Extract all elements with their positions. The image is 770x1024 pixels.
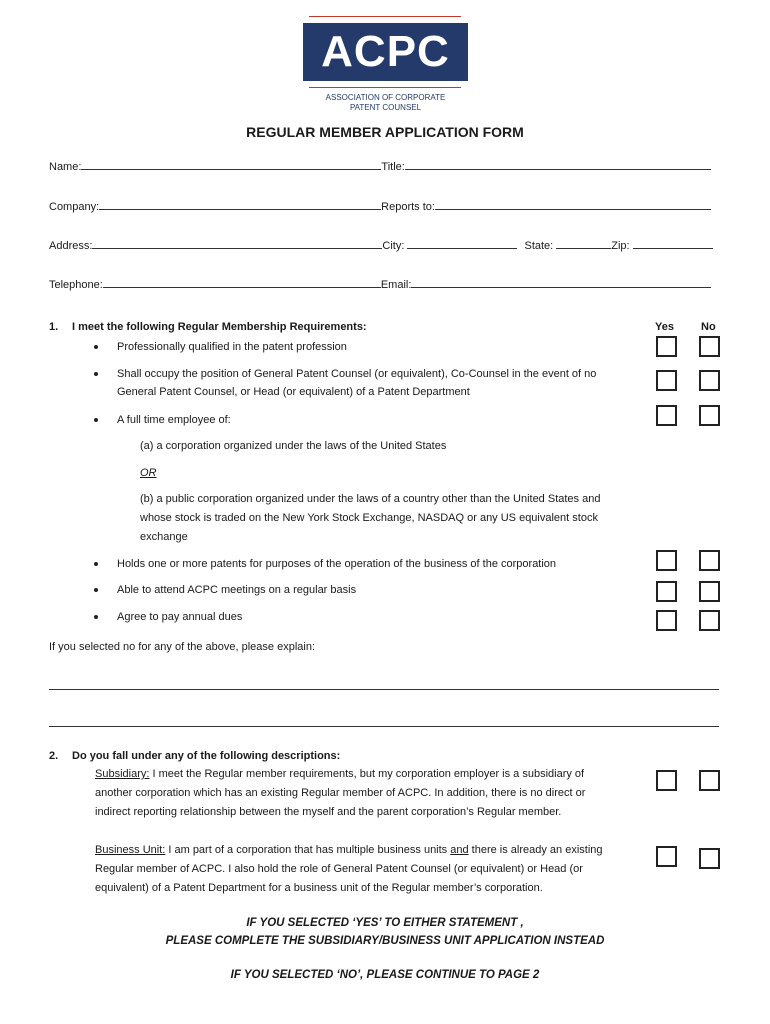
req-qualified: Professionally qualified in the patent profession <box>117 341 347 353</box>
company-input[interactable] <box>99 198 381 210</box>
email-input[interactable] <box>411 276 711 288</box>
req-employee: A full time employee of: <box>117 414 231 426</box>
req-dues-no-checkbox[interactable] <box>699 610 720 631</box>
req-dues: Agree to pay annual dues <box>117 611 243 623</box>
req-position-line1: Shall occupy the position of General Patent Counsel (or equivalent), Co-Counsel in the event of no <box>117 368 597 380</box>
state-input[interactable] <box>556 237 611 249</box>
business-unit-yes-checkbox[interactable] <box>656 846 677 867</box>
business-unit-line2: Regular member of ACPC. I also hold the role of General Patent Counsel (or equivalent) or Head (or <box>95 863 583 875</box>
address-row <box>49 237 713 252</box>
business-unit-no-checkbox[interactable] <box>699 848 720 869</box>
email-label: Email: <box>380 279 412 291</box>
req-patents: Holds one or more patents for purposes of the operation of the business of the corporation <box>117 558 557 570</box>
logo-subtitle-line2: PATENT COUNSEL <box>349 103 422 112</box>
telephone-input[interactable] <box>103 276 381 288</box>
subsidiary-line1 <box>95 768 584 780</box>
section2-number: 2. <box>49 750 59 762</box>
business-unit-line3: equivalent) of a Patent Department for a business unit of the Regular member’s corporation. <box>95 882 543 894</box>
title-input[interactable] <box>405 158 711 170</box>
section1-number: 1. <box>49 321 59 333</box>
req-employee-no-checkbox[interactable] <box>699 405 720 426</box>
subsidiary-no-checkbox[interactable] <box>699 770 720 791</box>
req-employee-sub-b-line1: (b) a public corporation organized under the laws of a country other than the United States and <box>140 493 601 505</box>
zip-label: Zip: <box>611 240 630 252</box>
company-row <box>49 198 711 213</box>
subsidiary-line2: another corporation which has an existing Regular member of ACPC. In addition, there is no direct or <box>95 787 586 799</box>
reports-to-input[interactable] <box>435 198 711 210</box>
req-position-no-checkbox[interactable] <box>699 370 720 391</box>
logo-top-rule <box>309 16 461 17</box>
bullet <box>94 615 98 619</box>
business-unit-text-1a: I am part of a corporation that has multiple business units <box>165 844 451 856</box>
telephone-row <box>49 276 711 291</box>
business-unit-and: and <box>450 844 469 856</box>
req-employee-sub-b-line2: whose stock is traded on the New York Stock Exchange, NASDAQ or any US equivalent stock <box>140 512 598 524</box>
reports-to-label: Reports to: <box>381 201 435 213</box>
req-qualified-yes-checkbox[interactable] <box>656 336 677 357</box>
no-column-header: No <box>701 321 716 333</box>
req-meetings: Able to attend ACPC meetings on a regular basis <box>117 584 357 596</box>
req-employee-yes-checkbox[interactable] <box>656 405 677 426</box>
city-input[interactable] <box>407 237 517 249</box>
acpc-logo: ACPC <box>303 23 468 81</box>
title-label: Title: <box>381 161 405 173</box>
bullet <box>94 588 98 592</box>
logo-subtitle-line1: ASSOCIATION OF CORPORATE <box>325 93 446 102</box>
name-label: Name: <box>49 161 82 173</box>
req-employee-sub-b-line3: exchange <box>140 531 188 543</box>
req-dues-yes-checkbox[interactable] <box>656 610 677 631</box>
logo-bottom-rule <box>309 87 461 88</box>
req-qualified-no-checkbox[interactable] <box>699 336 720 357</box>
business-unit-text-1b: there is already an existing <box>468 844 603 856</box>
name-input[interactable] <box>81 158 381 170</box>
explain-line-1[interactable] <box>49 689 719 690</box>
business-unit-line1 <box>95 844 603 856</box>
or-divider: OR <box>140 467 157 479</box>
bullet <box>94 562 98 566</box>
explain-line-2[interactable] <box>49 726 719 727</box>
bullet <box>94 372 98 376</box>
instruction-no: IF YOU SELECTED ‘NO’, PLEASE CONTINUE TO PAGE 2 <box>230 969 540 981</box>
bullet <box>94 345 98 349</box>
subsidiary-line3: indirect reporting relationship between the myself and the parent corporation’s Regular member. <box>95 806 562 818</box>
state-label: State: <box>524 240 554 252</box>
subsidiary-yes-checkbox[interactable] <box>656 770 677 791</box>
zip-input[interactable] <box>633 237 713 249</box>
req-position-line2: General Patent Counsel, or Head (or equivalent) of a Patent Department <box>117 386 470 398</box>
section1-heading: I meet the following Regular Membership Requirements: <box>72 321 367 333</box>
telephone-label: Telephone: <box>49 279 103 291</box>
req-employee-sub-a: (a) a corporation organized under the laws of the United States <box>140 440 447 452</box>
address-input[interactable] <box>92 237 382 249</box>
form-title: REGULAR MEMBER APPLICATION FORM <box>246 124 524 140</box>
instruction-yes-line2: PLEASE COMPLETE THE SUBSIDIARY/BUSINESS UNIT APPLICATION INSTEAD <box>165 935 605 947</box>
address-label: Address: <box>49 240 93 252</box>
req-position-yes-checkbox[interactable] <box>656 370 677 391</box>
subsidiary-label: Subsidiary: <box>95 768 150 780</box>
req-meetings-no-checkbox[interactable] <box>699 581 720 602</box>
explain-prompt: If you selected no for any of the above, please explain: <box>49 641 316 653</box>
req-patents-yes-checkbox[interactable] <box>656 550 677 571</box>
company-label: Company: <box>49 201 100 213</box>
req-patents-no-checkbox[interactable] <box>699 550 720 571</box>
name-row <box>49 158 711 173</box>
yes-column-header: Yes <box>655 321 674 333</box>
subsidiary-text-1: I meet the Regular member requirements, but my corporation employer is a subsidiary of <box>149 768 585 780</box>
business-unit-label: Business Unit: <box>95 844 166 856</box>
req-meetings-yes-checkbox[interactable] <box>656 581 677 602</box>
bullet <box>94 418 98 422</box>
city-label: City: <box>382 240 405 252</box>
section2-heading: Do you fall under any of the following descriptions: <box>72 750 341 762</box>
instruction-yes-line1: IF YOU SELECTED ‘YES’ TO EITHER STATEMENT , <box>246 917 524 929</box>
